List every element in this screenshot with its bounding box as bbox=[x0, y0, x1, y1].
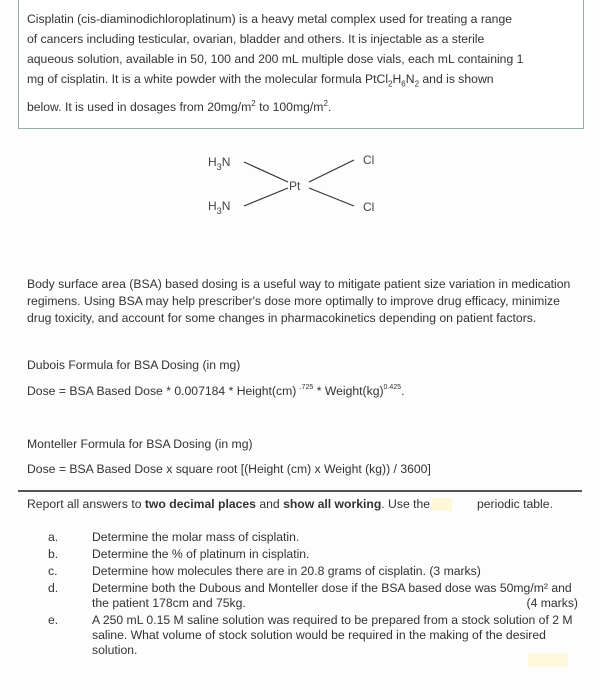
question-text: A 250 mL 0.15 M saline solution was required to be prepared from a stock solution of 2 M saline. What volume of stock solution would be required in the making of the desired solution. bbox=[92, 613, 573, 657]
monteller-title: Monteller Formula for BSA Dosing (in mg) bbox=[27, 437, 253, 451]
monteller-formula: Dose = BSA Based Dose x square root [(Height (cm) x Weight (kg)) / 3600] bbox=[27, 462, 431, 476]
cisplatin-structure bbox=[196, 146, 386, 222]
intro-line-4: mg of cisplatin. It is a white powder with the molecular formula $PtCl_2H_6N_2$ and is shown bbox=[27, 72, 494, 89]
question-a bbox=[48, 530, 578, 545]
chloride-bottom: Cl bbox=[363, 200, 375, 214]
bsa-paragraph: Body surface area (BSA) based dosing is a useful way to mitigate patient size variation in medication regimens. Using BSA may help prescriber's dose more optimally to improve drug efficacy, minimize drug toxicity, and account for some changes in pharmacokinetics depending on patient factors. bbox=[27, 277, 571, 325]
chloride-top: Cl bbox=[363, 153, 375, 167]
question-e bbox=[48, 613, 578, 658]
report-instructions: Report all answers to two decimal places and show all working. Use the periodic table. bbox=[27, 497, 553, 511]
blank-highlight bbox=[432, 498, 452, 511]
periodic-table-text: periodic table. bbox=[477, 497, 553, 511]
ammine-top: $H_3N$ bbox=[208, 155, 231, 172]
platinum-atom: Pt bbox=[289, 179, 301, 193]
question-text: Determine the molar mass of cisplatin. bbox=[92, 530, 300, 544]
bond-pt-cl-bottom bbox=[309, 188, 354, 206]
question-marks: (4 marks) bbox=[526, 596, 578, 610]
bond-n-pt-bottom bbox=[244, 188, 288, 206]
highlight-mark bbox=[528, 653, 568, 667]
question-list bbox=[48, 530, 578, 658]
question-text: Determine how molecules there are in 20.8 grams of cisplatin. (3 marks) bbox=[92, 564, 481, 578]
ammine-bottom: $H_3N$ bbox=[208, 199, 231, 216]
section-divider bbox=[18, 490, 582, 492]
question-d bbox=[48, 581, 578, 611]
question-letter: b. bbox=[48, 547, 59, 561]
intro-line-1: Cisplatin (cis-diaminodichloroplatinum) is a heavy metal complex used for treating a range bbox=[27, 12, 513, 26]
question-text: Determine both the Dubous and Monteller dose if the BSA based dose was 50mg/m² and the patient 178cm and 75kg. (4 marks) bbox=[92, 581, 578, 610]
question-letter: a. bbox=[48, 530, 59, 544]
bond-n-pt-top bbox=[244, 162, 288, 182]
intro-line-5: below. It is used in dosages from $20mg/m^2$ to $100mg/m^2$. bbox=[27, 99, 332, 115]
question-c bbox=[48, 564, 578, 579]
intro-line-2: of cancers including testicular, ovarian, bladder and others. It is injectable as a sterile bbox=[27, 32, 485, 46]
question-b bbox=[48, 547, 578, 562]
question-letter: c. bbox=[48, 564, 58, 578]
intro-line-3: aqueous solution, available in 50, 100 and 200 mL multiple dose vials, each mL containing 1 bbox=[27, 52, 524, 66]
bond-pt-cl-top bbox=[309, 160, 354, 182]
question-letter: e. bbox=[48, 613, 59, 627]
intro-text bbox=[27, 9, 575, 118]
question-letter: d. bbox=[48, 581, 59, 595]
dubois-formula: Dose = BSA Based Dose * 0.007184 * Height(cm) $^{.725}$ * Weight(kg)$^{0.425}$. bbox=[27, 384, 405, 398]
dubois-title: Dubois Formula for BSA Dosing (in mg) bbox=[27, 358, 241, 372]
question-text: Determine the % of platinum in cisplatin. bbox=[92, 547, 310, 561]
